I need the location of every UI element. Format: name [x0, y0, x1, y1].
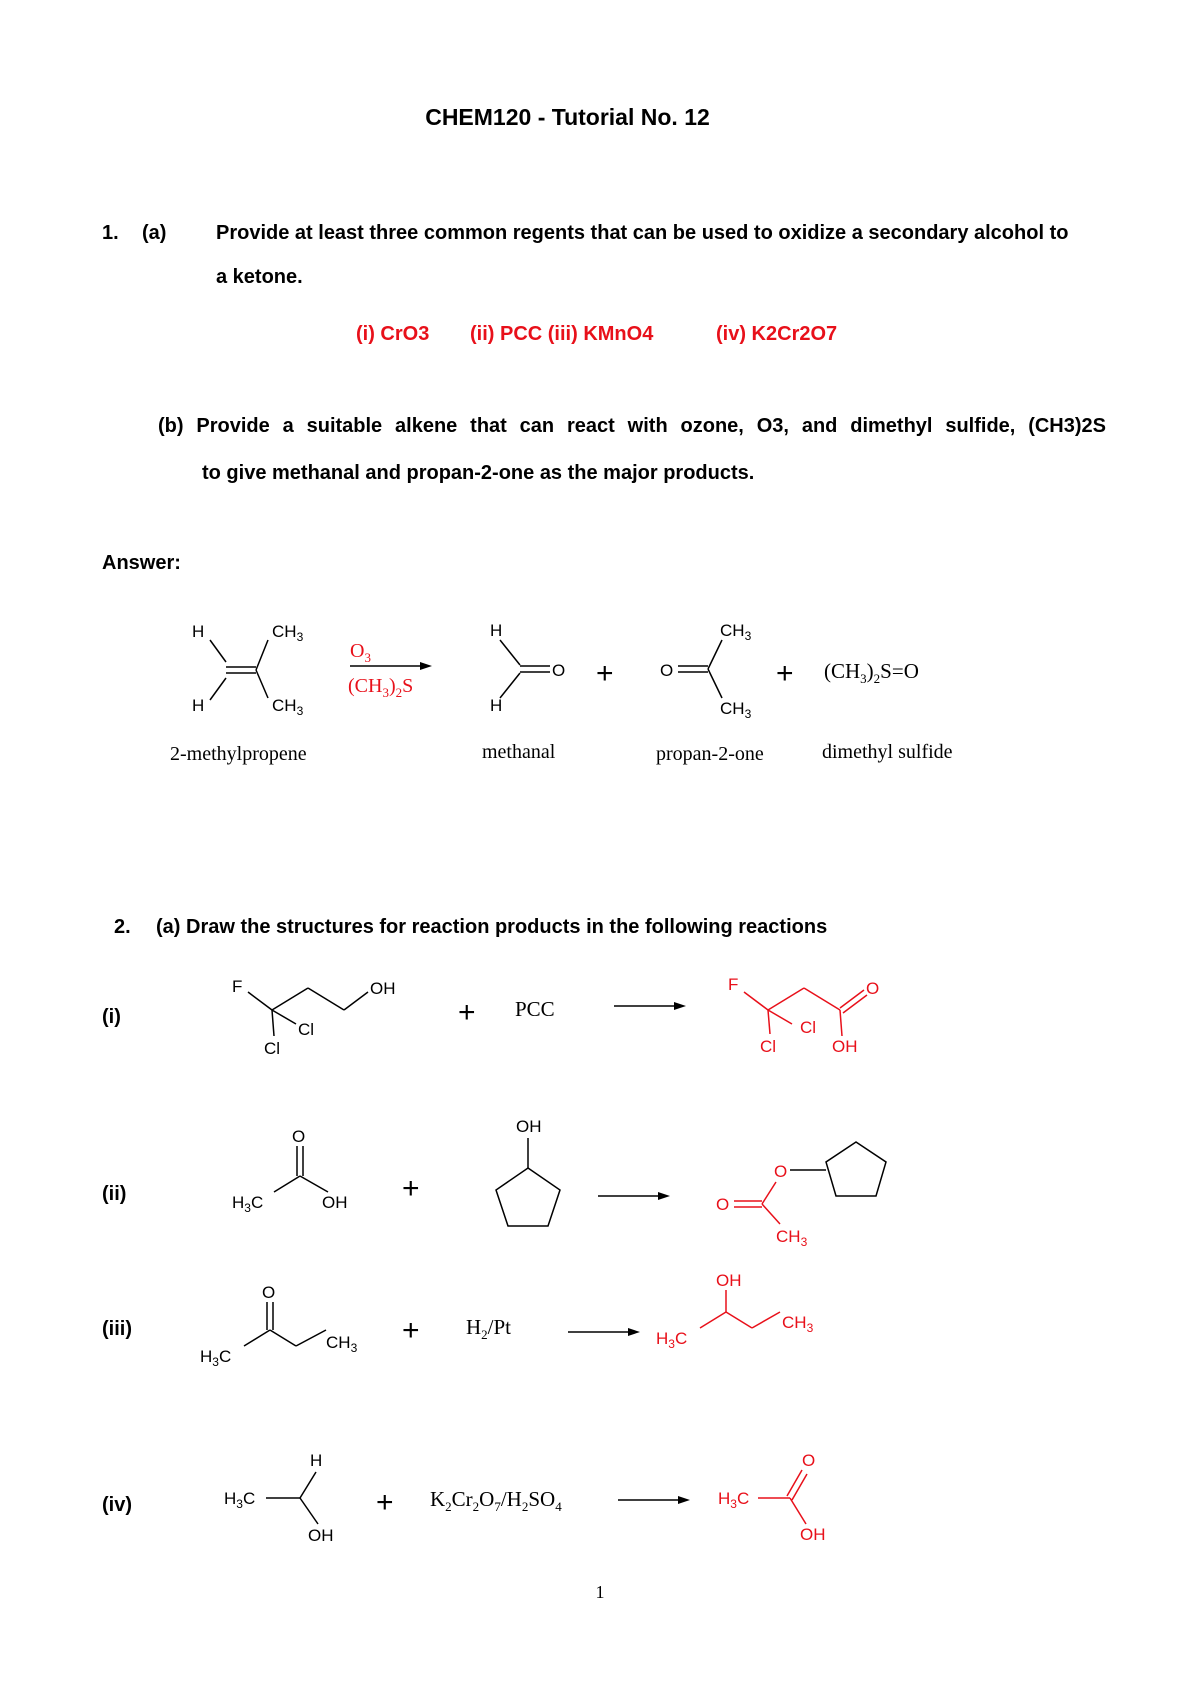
reaction-arrow: [568, 1328, 640, 1336]
atom-oh: OH: [800, 1525, 826, 1544]
structure-methanal: [490, 621, 565, 715]
reaction-arrow: [348, 640, 432, 700]
atom-h: H: [192, 622, 205, 641]
plus-sign: +: [458, 996, 476, 1029]
atom-ch3: $CH_3$: [782, 1313, 814, 1335]
plus-sign: +: [402, 1314, 420, 1347]
atom-ch3: $CH_3$: [272, 696, 304, 718]
product-i: [728, 975, 879, 1056]
row-label-i: (i): [102, 1006, 121, 1028]
plus-sign: +: [596, 657, 614, 690]
byproduct-dmso: $(CH_3)_2S=O$: [824, 659, 919, 686]
answer-label: Answer:: [102, 552, 181, 574]
question-2a-text: (a) Draw the structures for reaction products in the following reactions: [156, 916, 828, 938]
atom-ch3: $CH_3$: [776, 1227, 808, 1249]
reactant-ethanol: [224, 1451, 334, 1545]
reactant-butanone: [200, 1283, 358, 1369]
reactant-cyclopentanol: [496, 1117, 560, 1226]
plus-sign: +: [376, 1486, 394, 1519]
atom-h: H: [490, 621, 503, 640]
atom-o: O: [774, 1162, 788, 1181]
reagent-3: (iv) K2Cr2O7: [716, 323, 838, 345]
atom-oh: OH: [308, 1526, 334, 1545]
atom-oh: OH: [832, 1037, 858, 1056]
atom-o: O: [866, 979, 880, 998]
question-1b-text-line1: (b) Provide a suitable alkene that can react with ozone, O3, and dimethyl sulfide, (CH3)2S: [158, 415, 1106, 437]
plus-sign: +: [402, 1172, 420, 1205]
plus-sign: +: [776, 657, 794, 690]
atom-h: H: [310, 1451, 323, 1470]
question-1a-text-line1: Provide at least three common regents that can be used to oxidize a secondary alcohol to: [216, 222, 1069, 244]
atom-ch3: $CH_3$: [272, 622, 304, 644]
structure-2-methylpropene: [192, 622, 304, 718]
atom-ch3: $CH_3$: [326, 1333, 358, 1355]
name-2-methylpropene: 2-methylpropene: [170, 743, 307, 765]
atom-o: O: [292, 1127, 306, 1146]
reactant-acetic-acid: [232, 1127, 348, 1215]
page-number: 1: [595, 1582, 605, 1602]
reaction-ii: [0, 1110, 1200, 1260]
name-dimethyl-sulfide: dimethyl sulfide: [822, 741, 953, 763]
atom-h3c: $H_3C$: [656, 1329, 688, 1351]
atom-cl: Cl: [298, 1020, 315, 1039]
ozonolysis-scheme: [0, 610, 1200, 770]
atom-h: H: [490, 696, 503, 715]
row-label-iv: (iv): [102, 1494, 132, 1516]
atom-cl: Cl: [800, 1018, 817, 1037]
atom-o: O: [660, 661, 674, 680]
atom-o: O: [716, 1195, 730, 1214]
row-label-iii: (iii): [102, 1318, 132, 1340]
reagent-ozone: $O_3$: [350, 640, 371, 665]
structure-propan-2-one: [660, 621, 752, 721]
reaction-arrow: [614, 1002, 686, 1010]
question-1-number: 1.: [102, 222, 119, 244]
atom-oh: OH: [370, 979, 396, 998]
question-1b-text-line2: to give methanal and propan-2-one as the major products.: [202, 462, 755, 484]
reagent-2: (ii) PCC (iii) KMnO4: [470, 323, 654, 345]
reagent-dimethyl-sulfide: $(CH_3)_2S$: [348, 675, 414, 700]
question-1a-label: (a): [142, 222, 167, 244]
name-methanal: methanal: [482, 741, 556, 763]
reagent-pcc: PCC: [515, 997, 555, 1021]
atom-cl: Cl: [264, 1039, 281, 1058]
atom-h3c: $H_3C$: [200, 1347, 232, 1369]
product-cyclopentyl-acetate: [716, 1142, 886, 1249]
reaction-arrow: [598, 1192, 670, 1200]
atom-ch3: $CH_3$: [720, 699, 752, 721]
reaction-iv: [0, 1440, 1200, 1550]
atom-oh: OH: [322, 1193, 348, 1212]
atom-ch3: $CH_3$: [720, 621, 752, 643]
atom-o: O: [552, 661, 566, 680]
atom-h3c: $H_3C$: [224, 1489, 256, 1511]
reagent-hydrogen-platinum: $H_2/Pt$: [466, 1315, 512, 1342]
name-propan-2-one: propan-2-one: [656, 743, 764, 765]
row-label-ii: (ii): [102, 1183, 127, 1205]
reactant-i: [232, 977, 396, 1058]
question-2-number: 2.: [114, 916, 131, 938]
question-1a-text-line2: a ketone.: [216, 266, 303, 288]
atom-oh: OH: [516, 1117, 542, 1136]
atom-h3c: $H_3C$: [718, 1489, 750, 1511]
page-title: CHEM120 - Tutorial No. 12: [425, 104, 710, 130]
reaction-iii: [0, 1266, 1200, 1376]
reagent-1: (i) CrO3: [356, 323, 430, 345]
reaction-i: [0, 960, 1200, 1070]
product-butan-2-ol: [656, 1271, 814, 1351]
atom-o: O: [262, 1283, 276, 1302]
atom-h3c: $H_3C$: [232, 1193, 264, 1215]
atom-cl: Cl: [760, 1037, 777, 1056]
reaction-arrow: [618, 1496, 690, 1504]
product-acetic-acid: [718, 1451, 826, 1544]
atom-h: H: [192, 696, 205, 715]
atom-f: F: [728, 975, 739, 994]
atom-oh: OH: [716, 1271, 742, 1290]
reagent-dichromate: $K_2Cr_2O_7/H_2SO_4$: [430, 1487, 562, 1514]
atom-f: F: [232, 977, 243, 996]
atom-o: O: [802, 1451, 816, 1470]
